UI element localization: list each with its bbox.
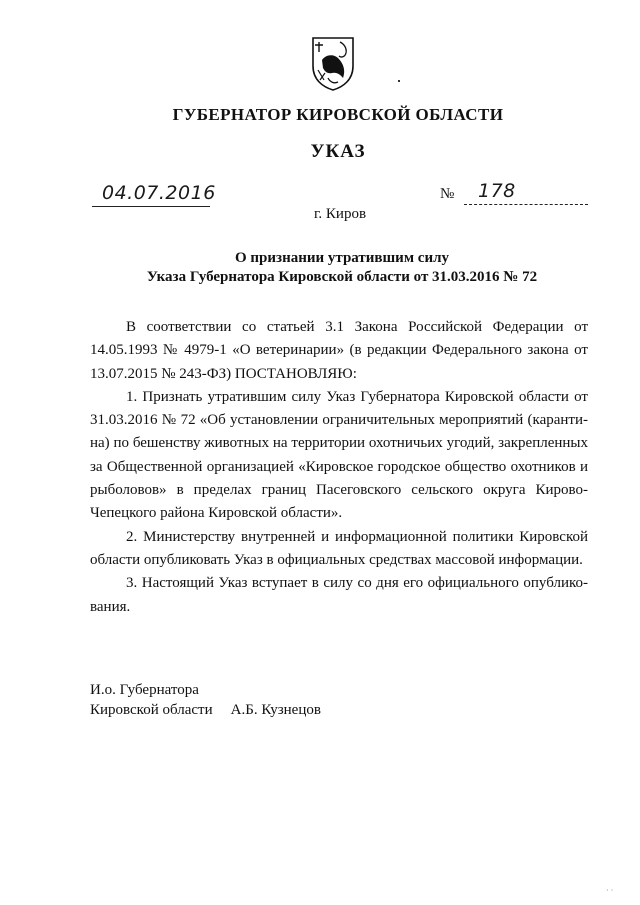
handwritten-date: 04.07.2016	[102, 182, 216, 204]
title-line-2: Указа Губернатора Кировской области от 31.03.2016 № 72	[146, 269, 538, 285]
document-title	[22, 249, 640, 287]
clause-2-paragraph: 2. Министерству внутренней и информационной политики Кировской области опубликовать Указ в официальных средствах массовой информации.	[90, 528, 588, 568]
document-type: УКАЗ	[310, 141, 366, 162]
clause-1-paragraph: 1. Признать утратившим силу Указ Губернатора Кировской области от 31.03.2016 № 72 «Об установлении ограничительных мероприятий (каранти-на) по бешенству животных на территории охотничьих угодий, закрепленных за Общественной организацией «Кировское городское общество охотников и рыболовов» в пределах границ Пасеговского сельского округа Кирово-Чепецкого района Кировской области».	[90, 388, 588, 522]
preamble-paragraph: В соответствии со статьей 3.1 Закона Российской Федерации от 14.05.1993 № 4979-1 «О ветеринарии» (в редакции Федерального закона от 13.07.2015 № 243-ФЗ) ПОСТАНОВЛЯЮ:	[90, 319, 588, 382]
clause-3-paragraph: 3. Настоящий Указ вступает в силу со дня его официального опублико-вания.	[90, 575, 588, 615]
signature-block	[90, 680, 321, 720]
title-line-1: О признании утратившим силу	[235, 250, 449, 266]
number-field	[464, 182, 588, 205]
date-field	[92, 182, 216, 207]
coat-of-arms-icon	[310, 36, 356, 92]
signatory-position-line-1: И.о. Губернатора	[90, 682, 199, 698]
number-sign: №	[440, 186, 455, 202]
city: г. Киров	[313, 206, 367, 222]
issuing-authority: ГУБЕРНАТОР КИРОВСКОЙ ОБЛАСТИ	[172, 105, 504, 124]
signatory-name: А.Б. Кузнецов	[230, 702, 321, 718]
document-body	[90, 316, 588, 619]
stray-dot	[398, 80, 400, 82]
signatory-position-region: Кировской области	[90, 702, 213, 718]
handwritten-number: 178	[478, 180, 516, 202]
corner-scan-mark: · ·	[606, 886, 614, 895]
signatory-position-line-2	[90, 700, 321, 720]
